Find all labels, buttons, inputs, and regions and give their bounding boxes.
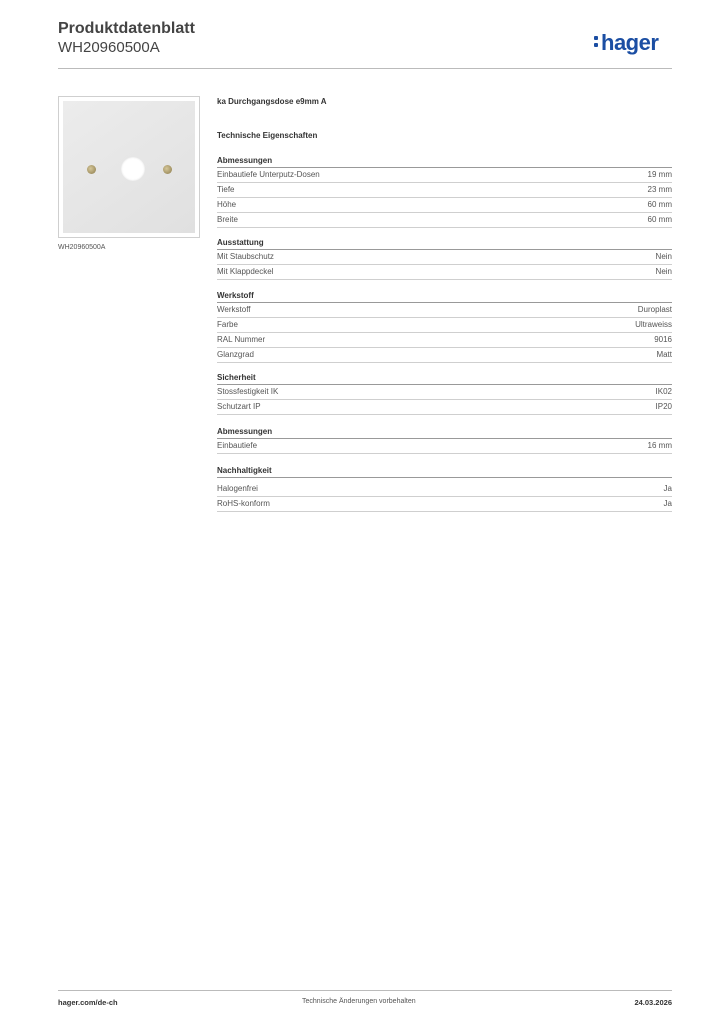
row-label: Breite <box>217 215 238 224</box>
product-code: WH20960500A <box>58 39 160 56</box>
table-row <box>217 348 672 363</box>
row-value: Ja <box>663 499 672 508</box>
screw-left-icon <box>87 165 96 174</box>
section-nachhaltigkeit <box>217 465 672 512</box>
row-value: 60 mm <box>647 200 672 209</box>
footer-website-link[interactable]: hager.com/de-ch <box>58 998 118 1007</box>
footer-date: 24.03.2026 <box>634 998 672 1007</box>
tech-heading: Technische Eigenschaften <box>217 131 318 140</box>
screw-right-icon <box>163 165 172 174</box>
table-row <box>217 400 672 415</box>
row-label: Tiefe <box>217 185 235 194</box>
row-value: 16 mm <box>647 441 672 450</box>
row-value: Ultraweiss <box>635 320 672 329</box>
row-label: Halogenfrei <box>217 484 258 493</box>
table-row <box>217 183 672 198</box>
footer-divider <box>58 990 672 991</box>
table-row <box>217 482 672 497</box>
row-value: 9016 <box>654 335 672 344</box>
table-row <box>217 303 672 318</box>
product-name: ka Durchgangsdose e9mm A <box>217 97 327 106</box>
section-title: Abmessungen <box>217 155 672 168</box>
row-label: Schutzart IP <box>217 402 261 411</box>
section-werkstoff <box>217 290 672 363</box>
table-row <box>217 439 672 454</box>
footer-notice: Technische Änderungen vorbehalten <box>302 998 416 1005</box>
row-value: 19 mm <box>647 170 672 179</box>
table-row <box>217 318 672 333</box>
table-row <box>217 168 672 183</box>
section-title: Sicherheit <box>217 372 672 385</box>
table-row <box>217 213 672 228</box>
table-row <box>217 265 672 280</box>
section-title: Abmessungen <box>217 426 672 439</box>
socket-plate <box>63 101 195 233</box>
row-value: IP20 <box>655 402 672 411</box>
row-value: Duroplast <box>637 305 672 314</box>
table-row <box>217 198 672 213</box>
row-label: Einbautiefe <box>217 441 258 450</box>
table-row <box>217 497 672 512</box>
row-value: Matt <box>656 350 672 359</box>
row-value: 60 mm <box>647 215 672 224</box>
row-value: Nein <box>655 252 672 261</box>
row-label: Einbautiefe Unterputz-Dosen <box>217 170 320 179</box>
header-divider <box>58 68 672 69</box>
socket-hole <box>121 157 145 181</box>
row-label: Höhe <box>217 200 237 209</box>
table-row <box>217 385 672 400</box>
row-label: RoHS-konform <box>217 499 270 508</box>
section-sicherheit <box>217 372 672 415</box>
row-label: Mit Staubschutz <box>217 252 274 261</box>
row-label: Farbe <box>217 320 238 329</box>
row-value: Ja <box>663 484 672 493</box>
row-value: IK02 <box>655 387 672 396</box>
row-label: Werkstoff <box>217 305 251 314</box>
row-label: Glanzgrad <box>217 350 254 359</box>
product-image <box>58 96 200 238</box>
hager-logo[interactable] <box>594 30 674 56</box>
row-label: RAL Nummer <box>217 335 266 344</box>
row-label: Mit Klappdeckel <box>217 267 274 276</box>
section-ausstattung <box>217 237 672 280</box>
document-title: Produktdatenblatt <box>58 20 195 37</box>
row-value: Nein <box>655 267 672 276</box>
table-row <box>217 250 672 265</box>
table-row <box>217 333 672 348</box>
section-title: Werkstoff <box>217 290 672 303</box>
section-title: Ausstattung <box>217 237 672 250</box>
row-value: 23 mm <box>647 185 672 194</box>
logo-dots-icon <box>594 34 598 48</box>
section-abmessungen <box>217 155 672 228</box>
logo-text: hager <box>601 30 659 55</box>
section-abmessungen-2 <box>217 426 672 454</box>
row-label: Stossfestigkeit IK <box>217 387 279 396</box>
image-caption: WH20960500A <box>58 244 106 251</box>
section-title: Nachhaltigkeit <box>217 465 672 478</box>
